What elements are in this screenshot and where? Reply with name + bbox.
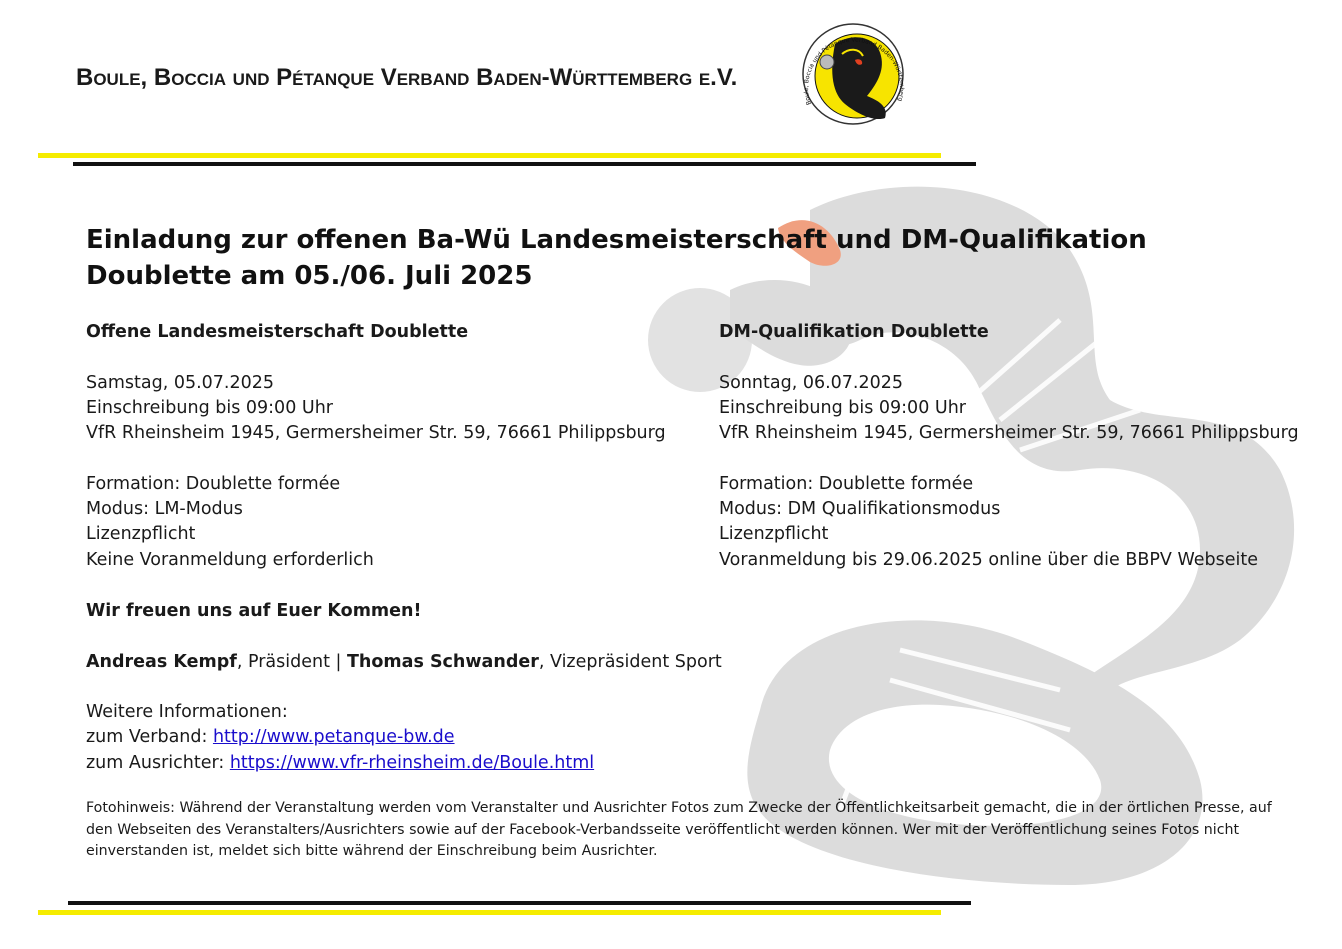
signatures — [86, 650, 722, 675]
left-event-registration: Einschreibung bis 09:00 Uhr — [86, 397, 333, 418]
verband-link[interactable]: http://www.petanque-bw.de — [212, 727, 455, 748]
right-event-heading: DM-Qualifikation Doublette — [719, 322, 989, 342]
right-event-formation: Formation: Doublette formée — [719, 473, 974, 494]
header-black-rule — [73, 162, 976, 166]
organization-name: Boule, Boccia und Pétanque Verband Baden-Württemberg e.V. — [76, 64, 738, 91]
left-event-formation: Formation: Doublette formée — [86, 473, 341, 494]
left-event-date: Samstag, 05.07.2025 — [86, 372, 275, 393]
photo-notice: Fotohinweis: Während der Veranstaltung werden vom Veranstalter und Ausrichter Fotos zum Zwecke der Öffentlichkeitsarbeit gemacht, die in der örtlichen Presse, auf den Webseiten des Veranstalters/Ausrichters sowie auf der Facebook-Verbandsseite veröffentlicht werden können. Wer mit der Veröffentlichung seines Fotos nicht einverstanden ist, meldet sich bitte während der Einschreibung beim Ausrichter. — [86, 800, 1272, 859]
ausrichter-label: zum Ausrichter: — [86, 752, 230, 773]
vice-president-role: , Vizepräsident Sport — [538, 652, 722, 672]
right-event-license: Lizenzpflicht — [719, 524, 829, 545]
left-event-column — [86, 320, 666, 573]
footer-yellow-rule — [38, 910, 941, 915]
right-event-preregistration: Voranmeldung bis 29.06.2025 online über die BBPV Webseite — [719, 549, 1258, 570]
title-line-2: Doublette am 05./06. Juli 2025 — [86, 261, 533, 291]
right-event-venue: VfR Rheinsheim 1945, Germersheimer Str. 59, 76661 Philippsburg — [719, 423, 1299, 444]
logo-text: Boule, Boccia und Pétanque Verband Baden-Württemberg — [802, 36, 906, 106]
vice-president-name: Thomas Schwander — [346, 652, 539, 672]
signature-separator: | — [329, 652, 347, 672]
greeting-block — [86, 599, 421, 624]
right-event-date: Sonntag, 06.07.2025 — [719, 372, 904, 393]
president-name: Andreas Kempf — [86, 652, 237, 672]
left-event-venue: VfR Rheinsheim 1945, Germersheimer Str. 59, 76661 Philippsburg — [86, 423, 666, 444]
right-event-mode: Modus: DM Qualifikationsmodus — [719, 499, 1001, 520]
president-role: , Präsident — [236, 652, 330, 672]
invitation-title — [86, 222, 1147, 294]
ausrichter-link[interactable]: https://www.vfr-rheinsheim.de/Boule.html — [229, 752, 595, 773]
verband-label: zum Verband: — [86, 727, 213, 748]
left-event-mode: Modus: LM-Modus — [86, 499, 243, 520]
greeting: Wir freuen uns auf Euer Kommen! — [86, 601, 422, 621]
footer-black-rule — [68, 901, 971, 905]
header-yellow-rule — [38, 153, 941, 158]
right-event-registration: Einschreibung bis 09:00 Uhr — [719, 397, 966, 418]
left-event-preregistration: Keine Voranmeldung erforderlich — [86, 549, 374, 570]
further-info — [86, 700, 594, 776]
right-event-column — [719, 320, 1299, 573]
left-event-license: Lizenzpflicht — [86, 524, 196, 545]
further-info-heading: Weitere Informationen: — [86, 702, 288, 722]
left-event-heading: Offene Landesmeisterschaft Doublette — [86, 322, 469, 342]
lion-boule-logo-icon — [797, 14, 909, 136]
title-line-1: Einladung zur offenen Ba-Wü Landesmeisterschaft und DM-Qualifikation — [86, 225, 1147, 255]
